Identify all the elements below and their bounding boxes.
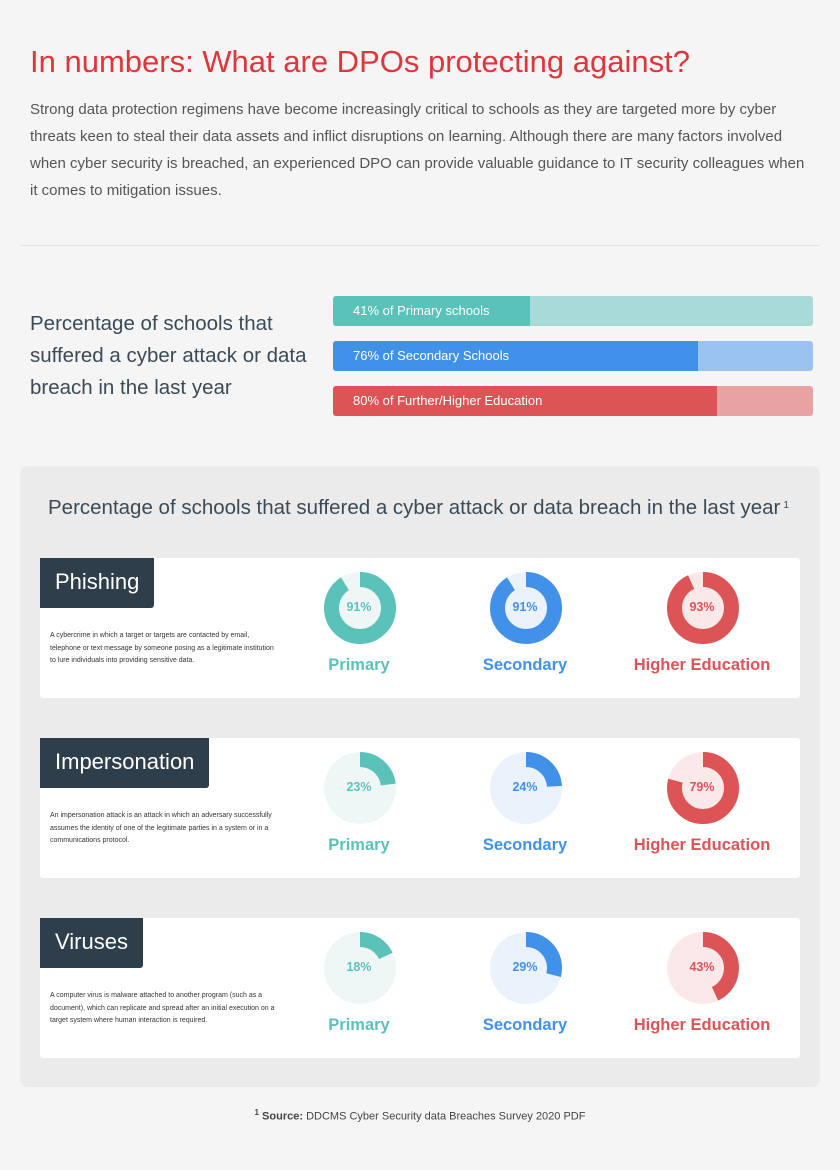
donut-value-label: 91% (512, 600, 538, 614)
donut-category-label: Primary (328, 836, 390, 854)
section-divider (20, 245, 820, 246)
source-note-marker: 1 (254, 1108, 259, 1117)
donut-category-label: Secondary (482, 656, 568, 674)
bar-label: 41% of Primary schools (353, 303, 490, 318)
donut-category-label: Secondary (482, 836, 568, 854)
bar-label: 80% of Further/Higher Education (353, 393, 543, 408)
attack-card (40, 738, 800, 878)
panel-title-footnote: 1 (783, 500, 789, 511)
attack-type-title: Impersonation (40, 738, 209, 788)
intro-paragraph: Strong data protection regimens have become increasingly critical to schools as they are targeted more by cyber threats keen to steal their data assets and inflict disruptions on learning. Although there are many factors involved when cyber security is breached, an experienced DPO can provide valuable guidance to IT security colleagues when it comes to mitigation issues. (30, 101, 805, 199)
donut-value-label: 91% (346, 600, 372, 614)
donut-category-label: Secondary (482, 1016, 568, 1034)
donut-category-label: Primary (328, 656, 390, 674)
bar-label: 76% of Secondary Schools (353, 348, 510, 363)
donut-value-label: 79% (689, 780, 715, 794)
attack-types-panel (20, 466, 820, 1087)
attack-card (40, 918, 800, 1058)
source-text: DDCMS Cyber Security data Breaches Survey 2020 PDF (303, 1110, 586, 1123)
donut-value-label: 93% (689, 600, 715, 614)
attack-type-description: A cybercrime in which a target or targets are contacted by email, telephone or text message by someone posing as a legitimate institution to lure individuals into providing sensitive data. (50, 632, 274, 664)
bar (333, 296, 813, 326)
attack-type-description: A computer virus is malware attached to another program (such as a document), which can replicate and spread after an initial execution on a target system where human interaction is required. (50, 992, 275, 1024)
page-title: In numbers: What are DPOs protecting against? (30, 44, 690, 79)
donut-category-label: Higher Education (633, 836, 771, 854)
attack-type-title: Phishing (40, 558, 154, 608)
panel-title-text: Percentage of schools that suffered a cyber attack or data breach in the last year (48, 496, 781, 519)
donut-value-label: 23% (346, 780, 372, 794)
attack-type-description: An impersonation attack is an attack in which an adversary successfully assumes the identity of one of the legitimate parties in a system or in a communications protocol. (50, 812, 272, 844)
donut-value-label: 18% (346, 960, 372, 974)
bar (333, 386, 813, 416)
donut-value-label: 24% (512, 780, 538, 794)
attack-card (40, 558, 800, 698)
donut-value-label: 29% (512, 960, 538, 974)
attack-type-title: Viruses (40, 918, 143, 968)
donut-category-label: Higher Education (633, 1016, 771, 1034)
donut-value-label: 43% (689, 960, 715, 974)
bar-chart-title: Percentage of schools that suffered a cyber attack or data breach in the last year (30, 312, 307, 399)
panel-title (48, 496, 789, 520)
donut-category-label: Primary (328, 1016, 390, 1034)
donut-category-label: Higher Education (633, 656, 771, 674)
source-label: Source: (262, 1110, 304, 1123)
bar (333, 341, 813, 371)
source-note (0, 1108, 840, 1123)
